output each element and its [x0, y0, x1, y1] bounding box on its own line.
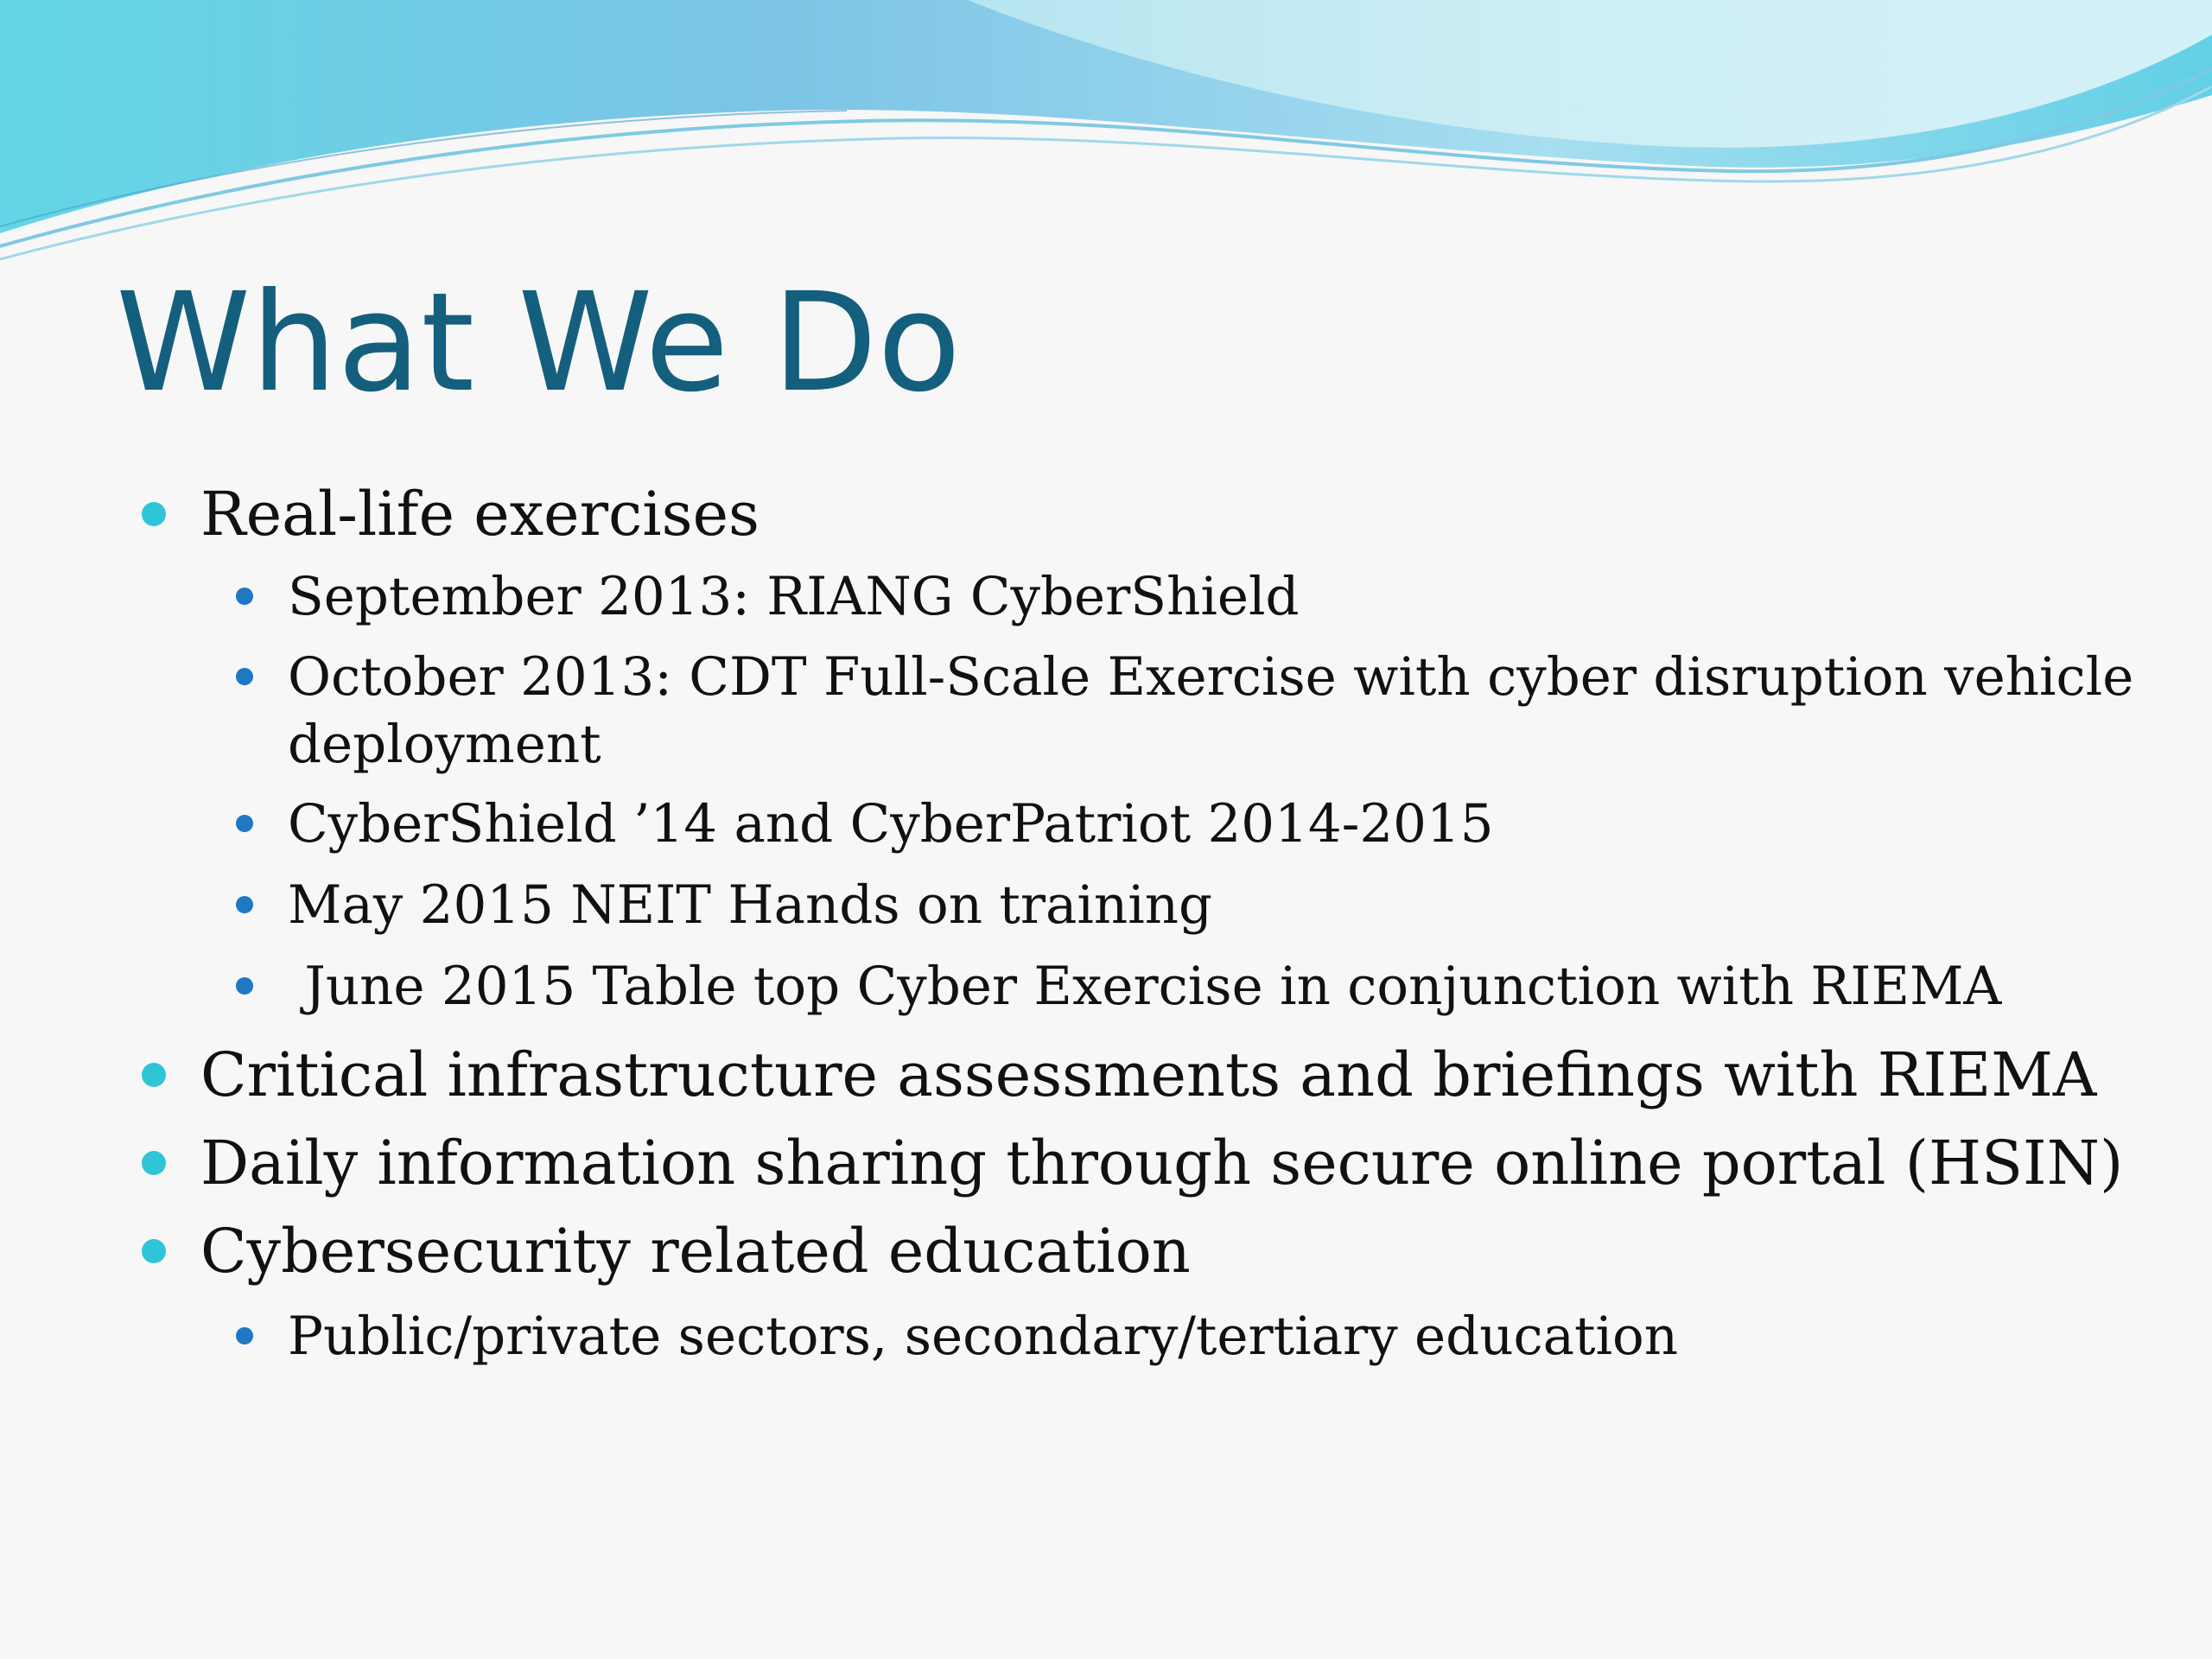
- bullet-critical-infrastructure: [200, 1033, 2096, 1116]
- bullet-text: Daily information sharing through secure online portal (HSIN): [200, 1128, 2124, 1198]
- bullet-dot-icon: [142, 1151, 166, 1175]
- sub-bullet-text: September 2013: RIANG CyberShield: [288, 566, 1300, 627]
- sub-bullet-riang-cybershield: [288, 563, 1300, 631]
- bullet-text: Real-life exercises: [200, 479, 760, 550]
- sub-bullet-dot-icon: [236, 1327, 253, 1344]
- sub-bullet-text: CyberShield ’14 and CyberPatriot 2014-2015: [288, 793, 1494, 855]
- sub-bullet-text: October 2013: CDT Full-Scale Exercise with cyber disruption vehicle deployment: [288, 646, 2134, 775]
- sub-bullet-dot-icon: [236, 896, 253, 913]
- sub-bullet-text: May 2015 NEIT Hands on training: [288, 874, 1213, 936]
- sub-bullet-neit-training: [288, 872, 1212, 939]
- bullet-dot-icon: [142, 1239, 166, 1263]
- bullet-text: Cybersecurity related education: [200, 1216, 1191, 1287]
- bullet-cybersecurity-education: [200, 1210, 1191, 1293]
- bullet-text: Critical infrastructure assessments and briefings with RIEMA: [200, 1039, 2097, 1110]
- bullet-daily-information-sharing: [200, 1122, 2123, 1205]
- sub-bullet-text: Public/private sectors, secondary/tertiary education: [288, 1306, 1679, 1367]
- sub-bullet-dot-icon: [236, 977, 253, 995]
- sub-bullet-dot-icon: [236, 815, 253, 832]
- slide-title: What We Do: [116, 264, 962, 423]
- sub-bullet-dot-icon: [236, 588, 253, 605]
- sub-bullet-dot-icon: [236, 668, 253, 685]
- bullet-dot-icon: [142, 502, 166, 526]
- sub-bullet-cybershield-cyberpatriot: [288, 791, 1494, 858]
- bullet-dot-icon: [142, 1063, 166, 1087]
- sub-bullet-public-private-sectors: [288, 1303, 1678, 1370]
- sub-bullet-text: June 2015 Table top Cyber Exercise in conjunction with RIEMA: [288, 956, 2002, 1017]
- sub-bullet-table-top-exercise: [288, 953, 2001, 1020]
- bullet-real-life-exercises: [200, 473, 760, 556]
- sub-bullet-cdt-full-scale-exercise: [288, 644, 2137, 779]
